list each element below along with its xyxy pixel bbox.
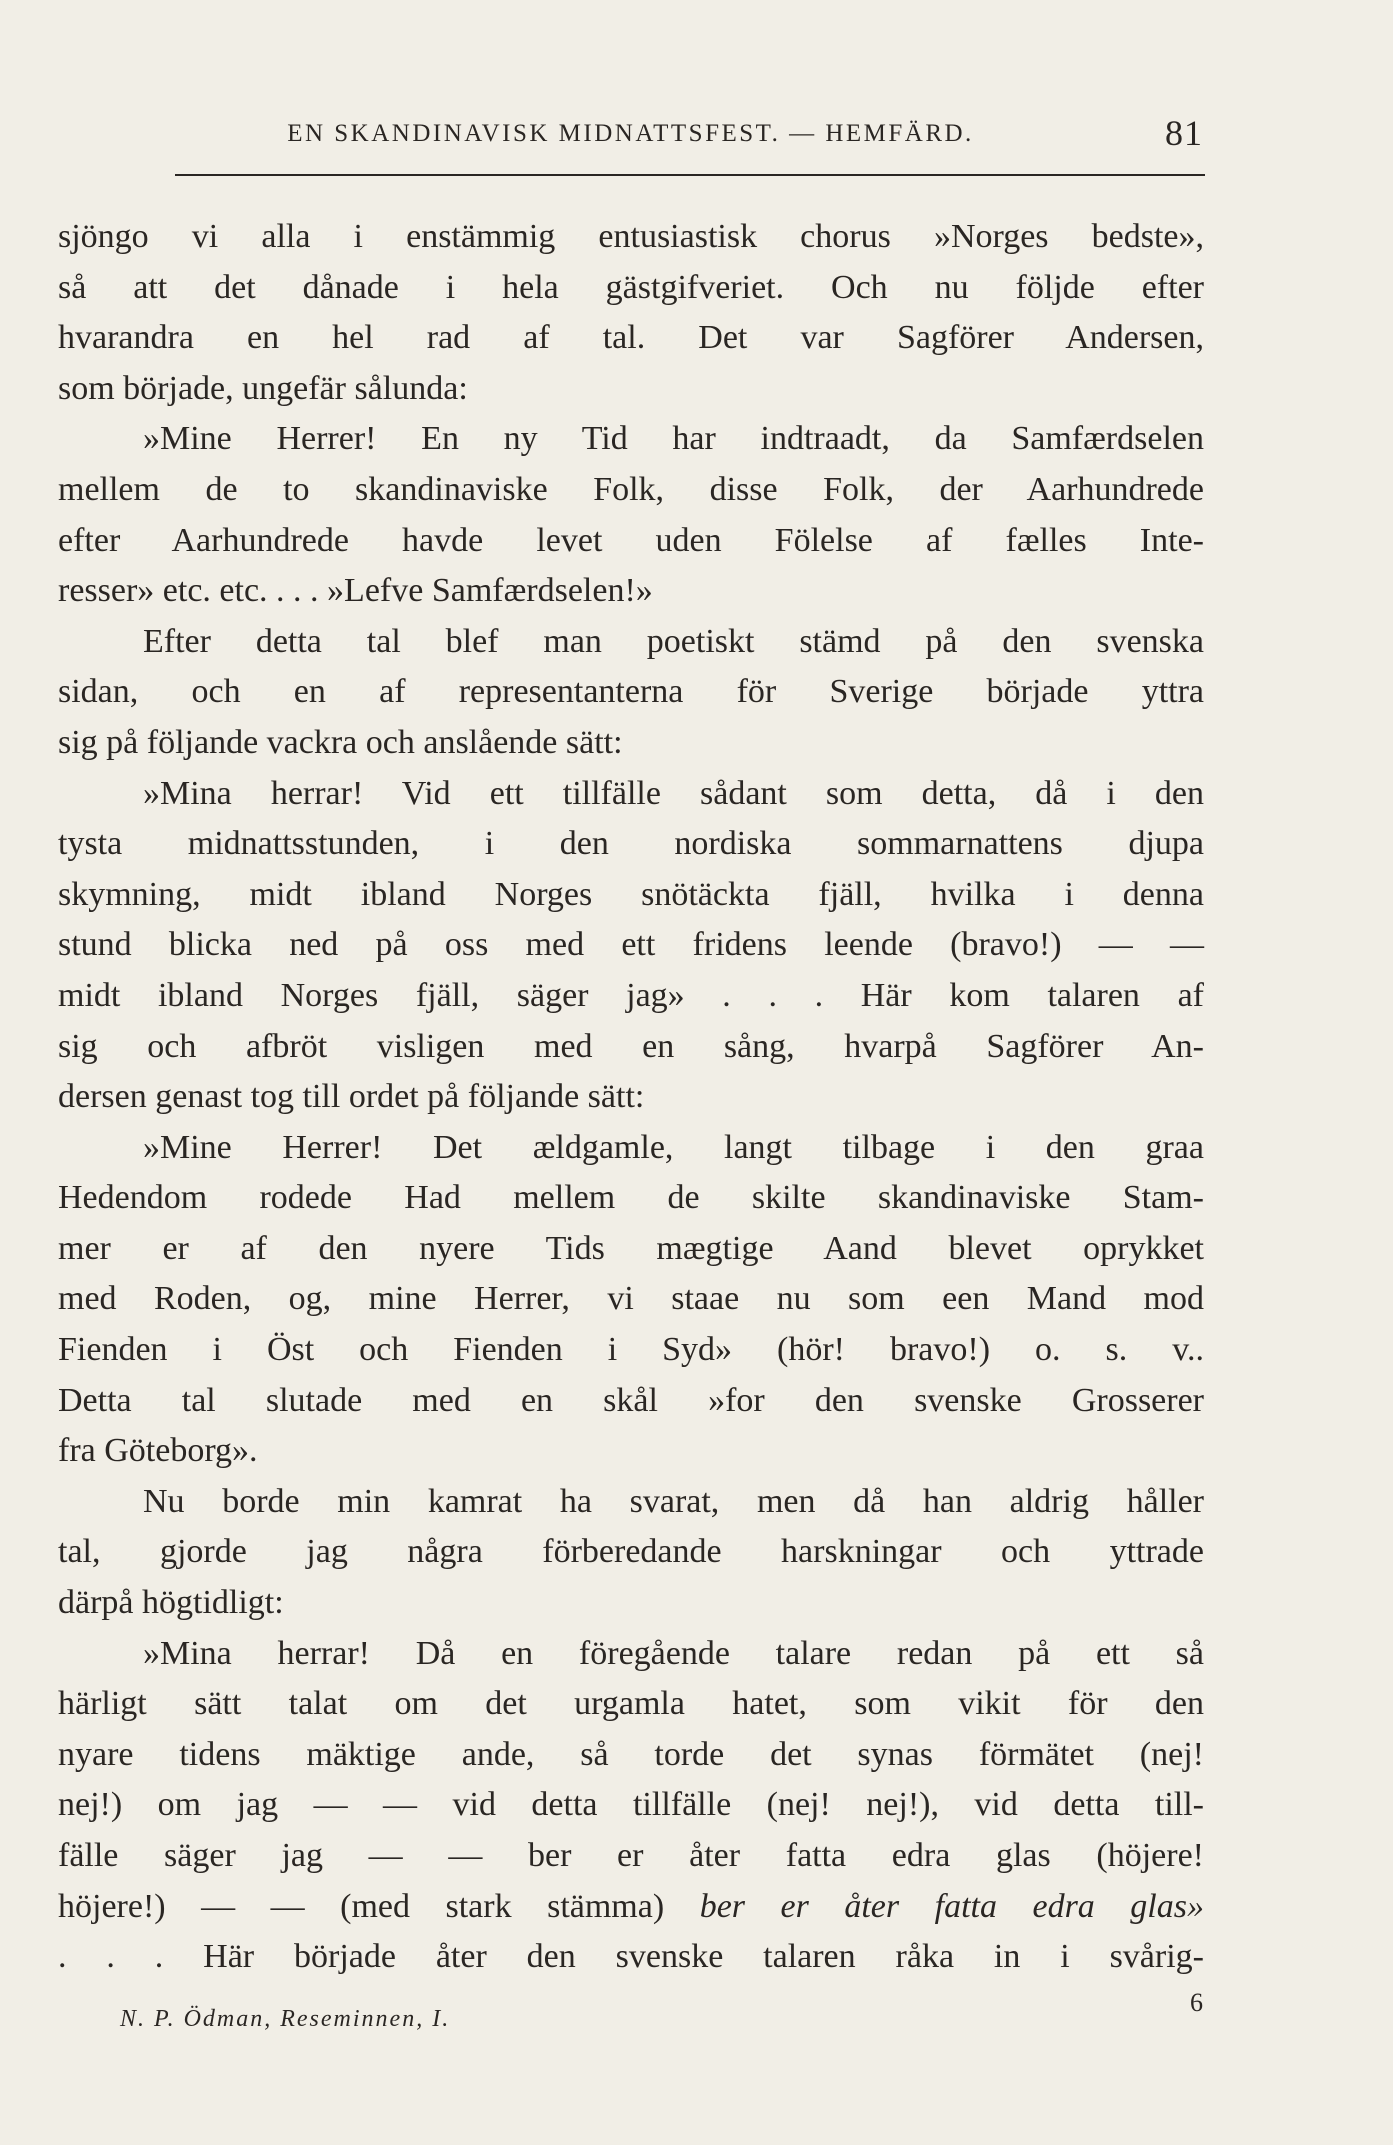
- text-line: [58, 1882, 1204, 1933]
- text-line: . . . Här började åter den svenske talaren råka in i svårig-: [58, 1938, 1204, 1976]
- text-line: »Mine Herrer! En ny Tid har indtraadt, da Samfærdselen: [143, 420, 1204, 458]
- text-line: efter Aarhundrede havde levet uden Fölelse af fælles Inte-: [58, 521, 1204, 559]
- text-segment: höjere!) — — (med stark stämma): [58, 1887, 665, 1925]
- signature-line: N. P. Ödman, Reseminnen, I.: [120, 2006, 451, 2032]
- text-line: fra Göteborg».: [58, 1432, 258, 1470]
- text-line: tal, gjorde jag några förberedande harskningar och yttrade: [58, 1533, 1204, 1571]
- text-line: härligt sätt talat om det urgamla hatet, som vikit för den: [58, 1685, 1204, 1723]
- text-line: med Roden, og, mine Herrer, vi staae nu som een Mand mod: [58, 1280, 1204, 1318]
- text-line: »Mine Herrer! Det ældgamle, langt tilbage i den graa: [143, 1128, 1204, 1166]
- sheet-number: 6: [1190, 1988, 1203, 2017]
- text-line: nyare tidens mäktige ande, så torde det synas förmätet (nej!: [58, 1735, 1204, 1773]
- running-title: EN SKANDINAVISK MIDNATTSFEST. — HEMFÄRD.: [287, 120, 974, 147]
- text-line: sig på följande vackra och anslående sätt:: [58, 723, 623, 761]
- text-line: stund blicka ned på oss med ett fridens leende (bravo!) — —: [58, 926, 1204, 964]
- text-line: fälle säger jag — — ber er åter fatta edra glas (höjere!: [58, 1837, 1204, 1874]
- text-line: nej!) om jag — — vid detta tillfälle (nej! nej!), vid detta till-: [58, 1786, 1204, 1824]
- text-line: som började, ungefär sålunda:: [58, 369, 468, 407]
- text-line: »Mina herrar! Vid ett tillfälle sådant som detta, då i den: [143, 774, 1204, 812]
- text-line: sjöngo vi alla i enstämmig entusiastisk chorus »Norges bedste»,: [58, 218, 1204, 255]
- header-rule: [175, 174, 1205, 176]
- page-header: [58, 112, 1203, 162]
- text-line: tysta midnattsstunden, i den nordiska sommarnattens djupa: [58, 825, 1204, 863]
- page-footer: [120, 1988, 1203, 2040]
- text-line: resser» etc. etc. . . . »Lefve Samfærdselen!»: [58, 572, 653, 610]
- text-line: dersen genast tog till ordet på följande sätt:: [58, 1078, 645, 1116]
- text-line: skymning, midt ibland Norges snötäckta fjäll, hvilka i denna: [58, 875, 1204, 913]
- text-line: Nu borde min kamrat ha svarat, men då han aldrig håller: [143, 1482, 1204, 1520]
- text-line: sig och afbröt visligen med en sång, hvarpå Sagförer An-: [58, 1027, 1204, 1065]
- text-line: Detta tal slutade med en skål »for den svenske Grosserer: [58, 1381, 1204, 1419]
- text-line: sidan, och en af representanterna för Sverige började yttra: [58, 673, 1204, 711]
- page-number: 81: [1165, 113, 1203, 153]
- body-text: [58, 212, 1204, 1983]
- text-line: Efter detta tal blef man poetiskt stämd på den svenska: [143, 622, 1204, 660]
- text-line: så att det dånade i hela gästgifveriet. Och nu följde efter: [58, 268, 1204, 306]
- text-line: därpå högtidligt:: [58, 1584, 284, 1622]
- text-line: hvarandra en hel rad af tal. Det var Sagförer Andersen,: [58, 319, 1204, 357]
- text-line: midt ibland Norges fjäll, säger jag» . . . Här kom talaren af: [58, 976, 1204, 1014]
- text-line: Fienden i Öst och Fienden i Syd» (hör! bravo!) o. s. v..: [58, 1331, 1204, 1369]
- text-line: Hedendom rodede Had mellem de skilte skandinaviske Stam-: [58, 1179, 1204, 1217]
- text-line: mer er af den nyere Tids mægtige Aand blevet oprykket: [58, 1229, 1204, 1267]
- text-line: »Mina herrar! Då en föregående talare redan på ett så: [143, 1634, 1204, 1672]
- italic-segment: ber er åter fatta edra glas»: [699, 1887, 1204, 1925]
- text-line: mellem de to skandinaviske Folk, disse Folk, der Aarhundrede: [58, 470, 1204, 508]
